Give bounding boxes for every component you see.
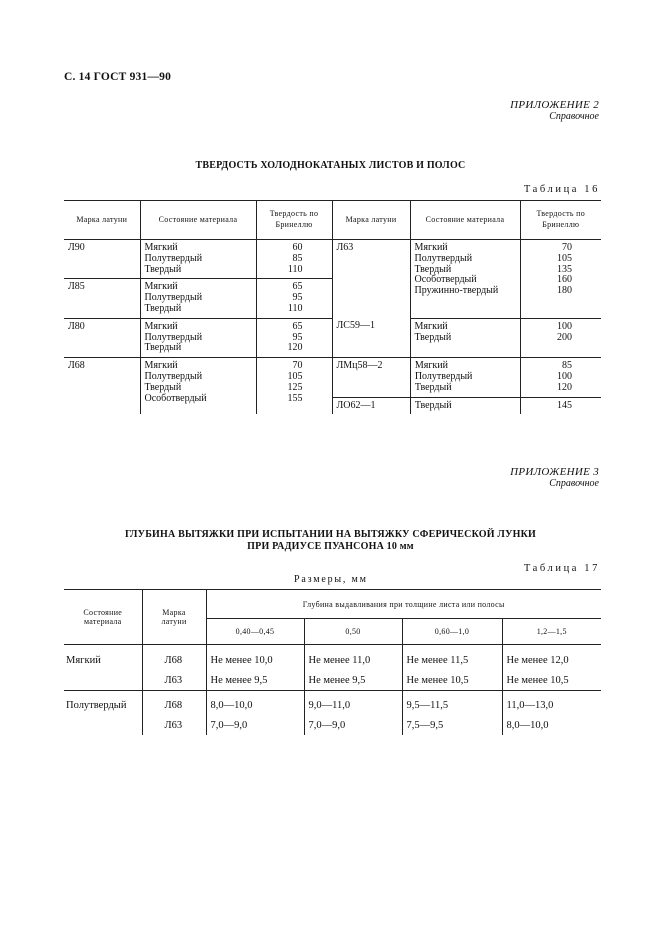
state-text: Полутвердый — [414, 252, 473, 264]
table-row — [333, 358, 602, 397]
col-state-right: Состояние материала — [410, 201, 520, 240]
table-row — [64, 691, 601, 716]
grade-cell: Л85 — [64, 279, 140, 318]
hb-value: 180 — [557, 285, 572, 297]
grade-cell: ЛМц58—2 — [333, 358, 411, 397]
grade-cell: ЛО62—1 — [336, 399, 376, 411]
grade-cell: Л80 — [64, 318, 140, 357]
right-subtable-cell — [332, 358, 601, 415]
hb-value: 135 — [557, 263, 572, 275]
grade-cell: Л63 — [142, 715, 206, 735]
value-cell: Не менее 11,5 — [402, 645, 502, 671]
hb-value: 105 — [287, 370, 303, 382]
state-text: Твердый — [414, 331, 452, 343]
hb-value: 125 — [287, 381, 303, 393]
hb-value: 95 — [292, 331, 303, 343]
state-text: Мягкий — [144, 320, 178, 332]
state-text: Полутвердый — [144, 370, 203, 382]
state-text: Мягкий — [414, 360, 448, 372]
state-cell — [410, 358, 520, 397]
value-cell: Не менее 10,5 — [502, 670, 601, 691]
appendix-2-label — [510, 99, 599, 122]
col-thickness: 1,2—1,5 — [502, 619, 601, 645]
state-cell: Мягкий — [66, 654, 101, 666]
hb-value: 95 — [292, 292, 303, 304]
grade-cell: Л63 — [142, 670, 206, 691]
grade-cell: Л68 — [142, 645, 206, 671]
state-cell — [64, 670, 142, 691]
hb-value: 105 — [557, 252, 572, 264]
appendix-2-title: ПРИЛОЖЕНИЕ 2 — [510, 99, 599, 111]
grade-cell: Л90 — [64, 240, 140, 279]
state-text: Полутвердый — [144, 292, 203, 304]
table-row — [64, 318, 601, 357]
value-cell: 7,5—9,5 — [402, 715, 502, 735]
value-cell: Не менее 11,0 — [304, 645, 402, 671]
state-cell: Полутвердый — [66, 699, 127, 711]
table-16-header-row — [64, 201, 601, 240]
table-17-label: Таблица 17 — [523, 563, 600, 574]
state-cell: Твердый — [410, 397, 520, 414]
value-cell: 9,0—11,0 — [304, 691, 402, 716]
hb-value: 70 — [562, 242, 572, 253]
hb-cell — [520, 240, 601, 319]
state-text: Пружинно-твердый — [414, 285, 499, 297]
appendix-3-title: ПРИЛОЖЕНИЕ 3 — [510, 466, 599, 478]
table-16-label: Таблица 16 — [523, 184, 600, 195]
table-17-units: Размеры, мм — [294, 574, 368, 585]
state-text: Мягкий — [144, 242, 178, 253]
section-2-title — [0, 529, 661, 553]
col-thickness: 0,60—1,0 — [402, 619, 502, 645]
table-row — [64, 358, 601, 415]
state-text: Мягкий — [414, 320, 448, 332]
col-depth-group: Глубина выдавливания при толщине листа или полосы — [206, 590, 601, 619]
hb-cell — [256, 318, 332, 357]
appendix-3-label — [510, 466, 599, 489]
table-row — [64, 670, 601, 691]
hb-value: 120 — [557, 381, 572, 393]
state-text: Мягкий — [144, 281, 178, 293]
hb-cell: 145 — [520, 397, 601, 414]
state-text: Мягкий — [414, 242, 448, 253]
value-cell: 7,0—9,0 — [304, 715, 402, 735]
section-2-title-line2: ПРИ РАДИУСЕ ПУАНСОНА 10 мм — [247, 541, 414, 552]
col-hb-right: Твердость по Бринеллю — [520, 201, 601, 240]
hb-value: 60 — [292, 242, 303, 253]
state-text: Твердый — [144, 263, 182, 275]
hb-value: 120 — [287, 342, 303, 354]
hb-value: 200 — [557, 331, 572, 343]
grade-cell: ЛС59—1 — [332, 318, 410, 357]
section-1-title: ТВЕРДОСТЬ ХОЛОДНОКАТАНЫХ ЛИСТОВ И ПОЛОС — [195, 160, 466, 171]
col-grade: Марка латуни — [142, 590, 206, 645]
hb-value: 160 — [557, 274, 572, 286]
hb-value: 100 — [557, 370, 572, 382]
hb-cell — [256, 240, 332, 279]
grade-cell: Л68 — [142, 691, 206, 716]
state-text: Твердый — [144, 381, 182, 393]
section-2-title-line1: ГЛУБИНА ВЫТЯЖКИ ПРИ ИСПЫТАНИИ НА ВЫТЯЖКУ СФЕРИЧЕСКОЙ ЛУНКИ — [124, 529, 537, 540]
state-text: Особотвердый — [144, 392, 207, 404]
state-text: Особотвердый — [414, 274, 477, 286]
right-subtable — [333, 358, 602, 414]
value-cell: 7,0—9,0 — [206, 715, 304, 735]
appendix-2-subtitle: Справочное — [549, 111, 599, 122]
state-text: Твердый — [144, 342, 182, 354]
state-cell — [64, 715, 142, 735]
state-text: Полутвердый — [144, 252, 203, 264]
table-row — [64, 645, 601, 671]
hb-value: 85 — [292, 252, 303, 264]
col-grade-left: Марка латуни — [64, 201, 140, 240]
hb-value: 110 — [287, 263, 303, 275]
table-17-header-row — [64, 590, 601, 619]
table-17 — [64, 589, 601, 735]
col-state-left: Состояние материала — [140, 201, 256, 240]
col-hb-left: Твердость по Бринеллю — [256, 201, 332, 240]
hb-value: 110 — [287, 302, 303, 314]
hb-value: 155 — [287, 392, 303, 404]
table-row — [64, 240, 601, 279]
hb-value: 65 — [292, 281, 303, 293]
value-cell: Не менее 9,5 — [206, 670, 304, 691]
grade-cell: Л68 — [68, 360, 85, 372]
page-header: С. 14 ГОСТ 931—90 — [64, 71, 172, 83]
grade-cell: Л63 — [332, 240, 410, 319]
state-text: Твердый — [414, 381, 452, 393]
value-cell: Не менее 12,0 — [502, 645, 601, 671]
state-cell — [140, 358, 256, 415]
value-cell: 9,5—11,5 — [402, 691, 502, 716]
value-cell: 11,0—13,0 — [502, 691, 601, 716]
hb-cell — [256, 279, 332, 318]
col-thickness: 0,50 — [304, 619, 402, 645]
appendix-3-subtitle: Справочное — [549, 478, 599, 489]
state-text: Полутвердый — [414, 370, 473, 382]
state-cell — [410, 318, 520, 357]
table-row — [333, 397, 602, 414]
state-cell — [140, 279, 256, 318]
state-text: Твердый — [144, 302, 182, 314]
hb-value: 65 — [292, 320, 303, 332]
hb-value: 70 — [292, 360, 303, 372]
hb-cell — [256, 358, 332, 415]
col-grade-right: Марка латуни — [332, 201, 410, 240]
table-16 — [64, 200, 601, 414]
value-cell: Не менее 10,0 — [206, 645, 304, 671]
hb-value: 100 — [557, 320, 572, 332]
value-cell: 8,0—10,0 — [206, 691, 304, 716]
state-cell — [140, 318, 256, 357]
value-cell: Не менее 10,5 — [402, 670, 502, 691]
state-text: Полутвердый — [144, 331, 203, 343]
state-cell — [140, 240, 256, 279]
table-row — [64, 715, 601, 735]
state-cell — [410, 240, 520, 319]
value-cell: 8,0—10,0 — [502, 715, 601, 735]
state-text: Мягкий — [144, 360, 178, 372]
hb-cell — [520, 358, 601, 397]
hb-cell — [520, 318, 601, 357]
hb-value: 85 — [562, 360, 572, 372]
col-thickness: 0,40—0,45 — [206, 619, 304, 645]
value-cell: Не менее 9,5 — [304, 670, 402, 691]
col-state: Состояние материала — [64, 590, 142, 645]
state-text: Твердый — [414, 263, 452, 275]
